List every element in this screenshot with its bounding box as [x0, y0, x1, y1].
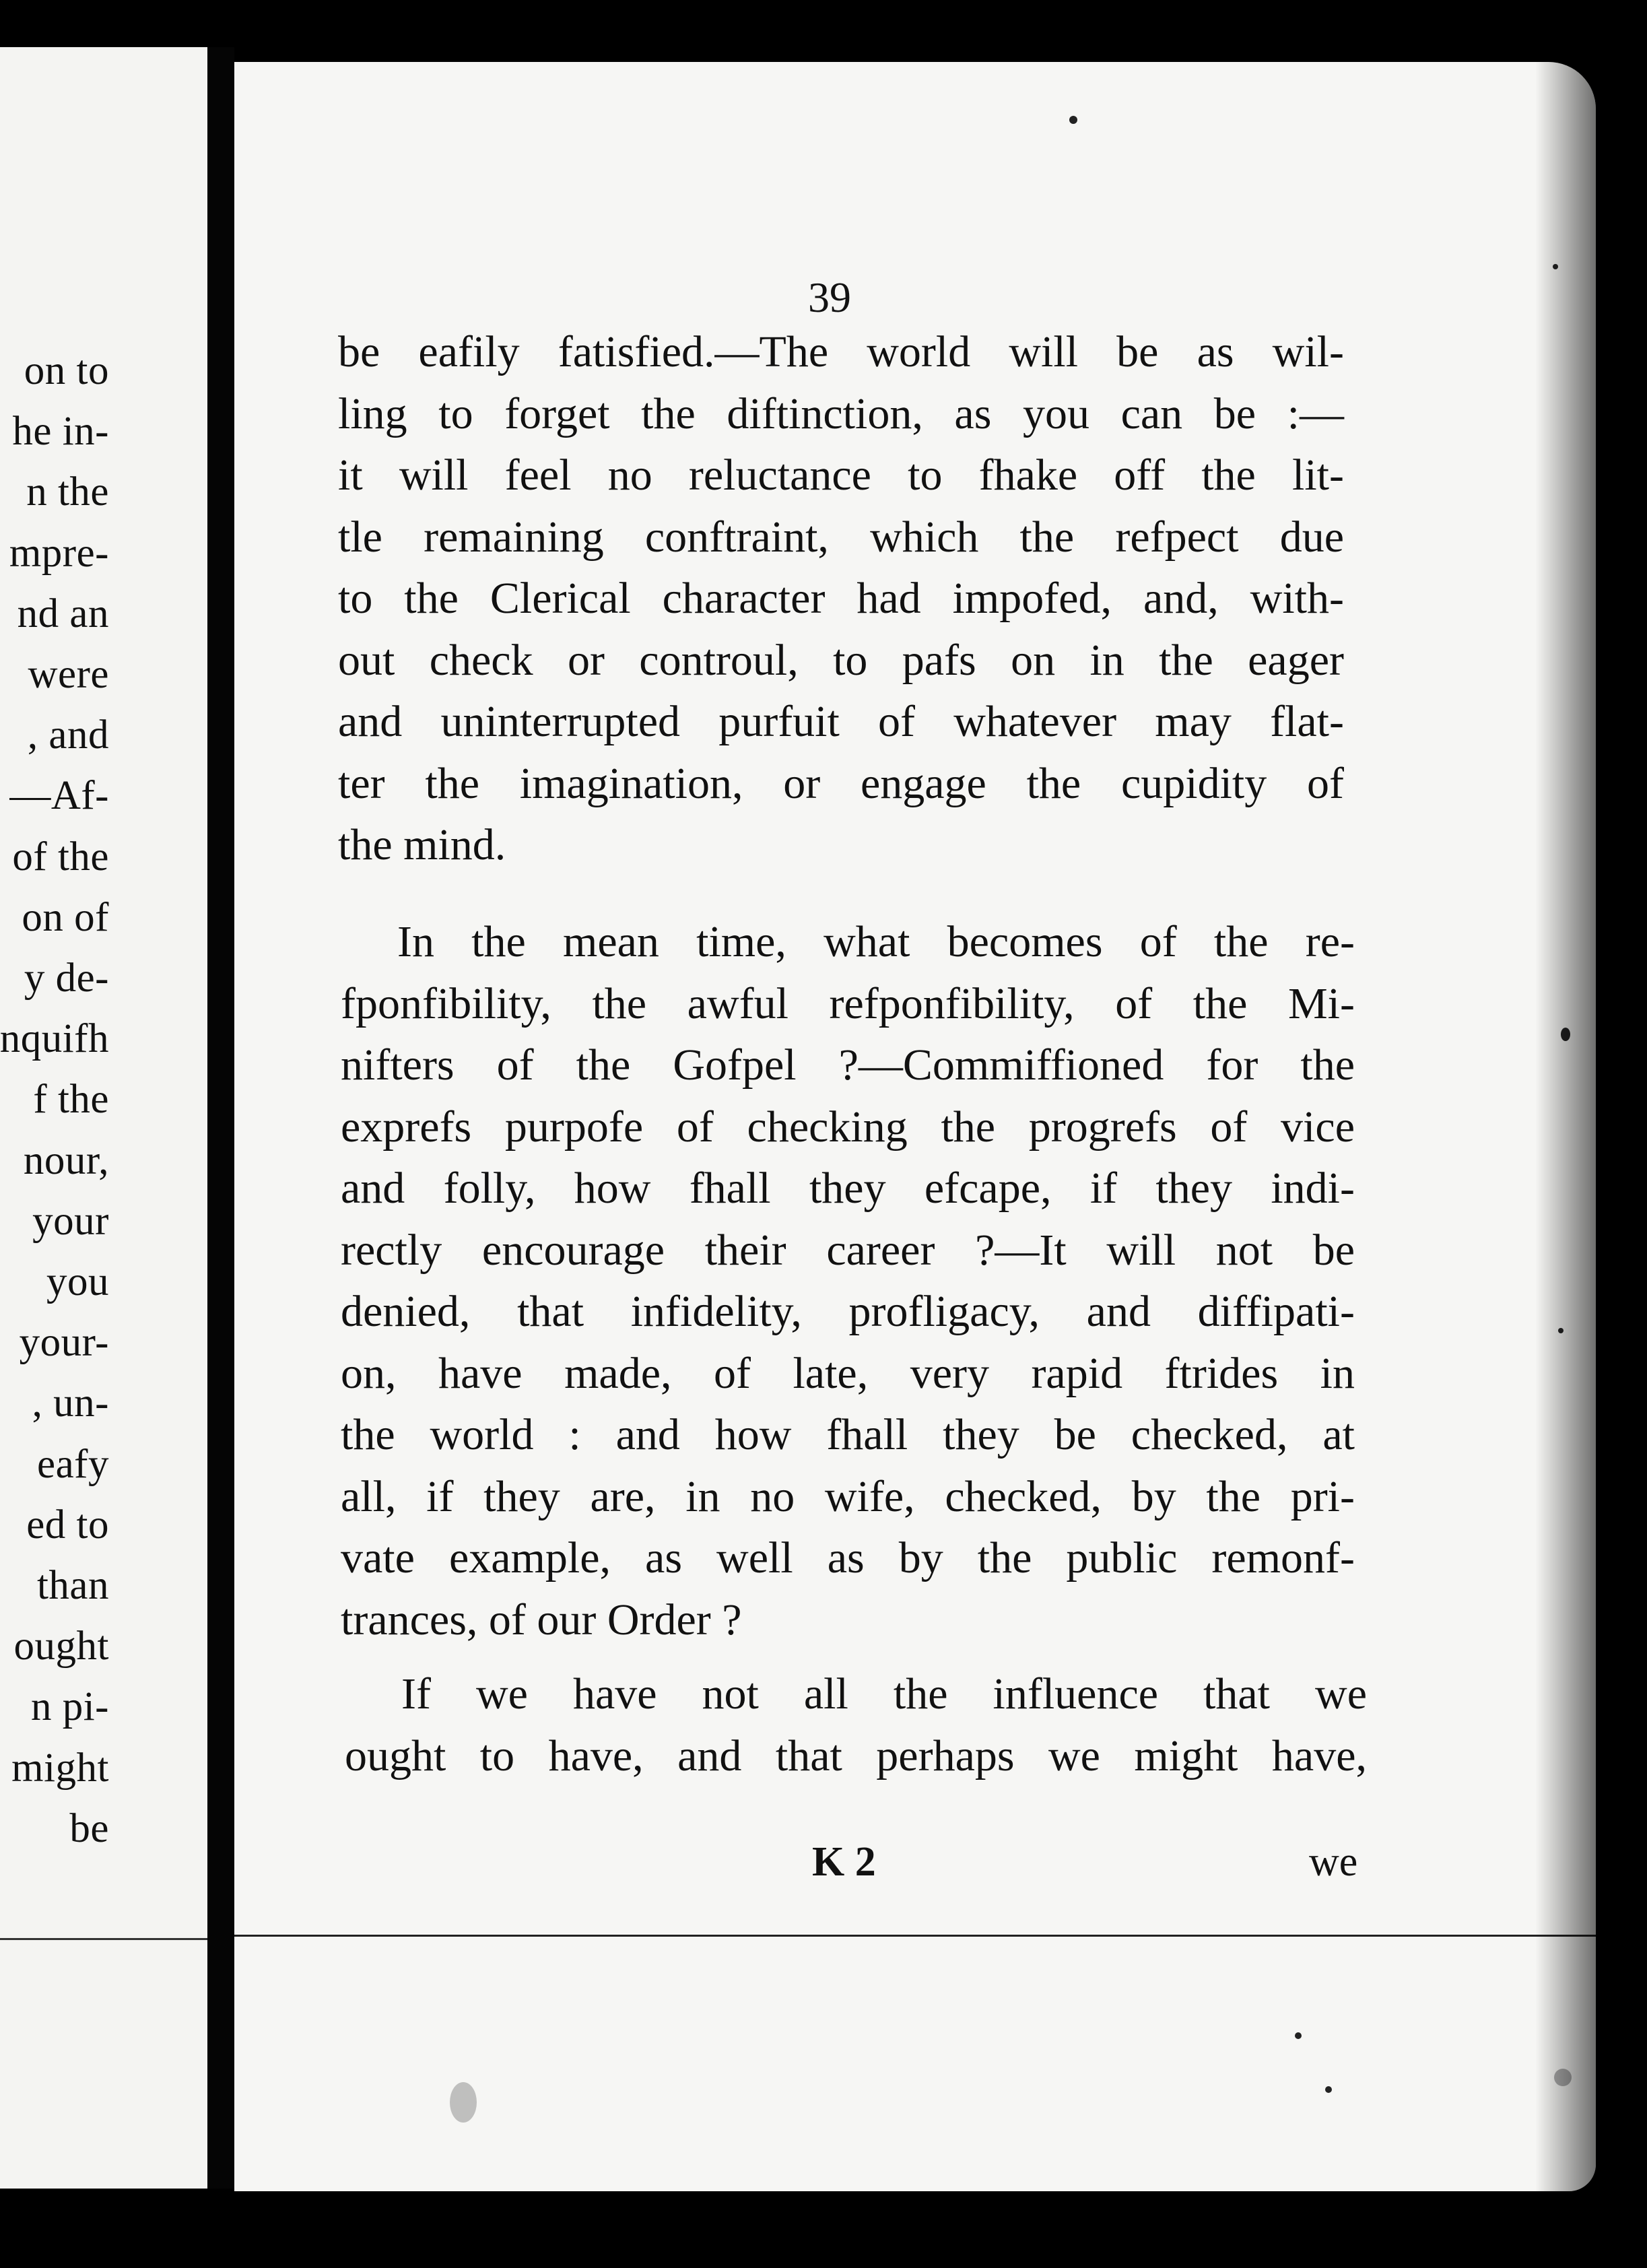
page-number: 39 — [808, 273, 851, 321]
left-page-line-fragment: eafy — [37, 1441, 109, 1487]
left-page-line-fragment: n pi- — [30, 1684, 109, 1730]
body-text-line: the world : and how fhall they be checked, at — [341, 1410, 1355, 1459]
left-page-line-fragment: than — [36, 1563, 109, 1608]
left-page-line-fragment: you — [46, 1259, 109, 1304]
left-page-line-fragment: were — [28, 652, 109, 697]
body-text-line: exprefs purpofe of checking the progrefs of vice — [341, 1102, 1355, 1152]
body-text-line: all, if they are, in no wife, checked, by the pri- — [341, 1471, 1355, 1521]
catchword: we — [1309, 1839, 1358, 1885]
body-text-line: on, have made, of late, very rapid ftrides in — [341, 1348, 1355, 1398]
left-page-line-fragment: nour, — [23, 1137, 109, 1183]
left-facing-page — [0, 47, 207, 2189]
left-page-line-fragment: f the — [33, 1077, 109, 1123]
ink-speck — [1295, 2032, 1302, 2039]
left-page-line-fragment: your- — [19, 1320, 109, 1366]
left-page-line-fragment: he in- — [12, 409, 109, 455]
ink-speck — [450, 2082, 477, 2123]
body-text-line: the mind. — [338, 820, 506, 869]
book-gutter — [207, 47, 234, 2189]
body-text-line: to the Clerical character had impofed, and, with- — [338, 574, 1344, 623]
body-text-line: denied, that infidelity, profligacy, and diffipati- — [341, 1287, 1355, 1336]
body-text-line: and uninterrupted purfuit of whatever may flat- — [338, 697, 1344, 746]
right-page — [234, 62, 1596, 2191]
right-page-bottom-rule — [234, 1935, 1596, 1937]
body-text-line: and folly, how fhall they efcape, if they indi- — [341, 1164, 1355, 1213]
body-text-line: In the mean time, what becomes of the re- — [397, 917, 1355, 966]
left-page-line-fragment: n the — [26, 469, 109, 515]
body-text-line: If we have not all the influence that we — [401, 1669, 1367, 1719]
body-text-line: ter the imagination, or engage the cupidity of — [338, 758, 1344, 808]
left-page-line-fragment: mpre- — [9, 530, 109, 576]
left-page-line-fragment: —Af- — [9, 773, 109, 819]
body-text-line: tle remaining conftraint, which the refpect due — [338, 512, 1344, 562]
left-page-line-fragment: on to — [24, 348, 109, 393]
left-page-line-fragment: y de- — [24, 956, 109, 1001]
body-text-line: vate example, as well as by the public remonf- — [341, 1533, 1355, 1582]
left-page-line-fragment: , un- — [32, 1380, 109, 1426]
page-edge-shadow — [1535, 62, 1596, 2191]
body-text-line: out check or controul, to pafs on in the eager — [338, 635, 1344, 685]
body-text-line: fponfibility, the awful refponfibility, of the Mi- — [341, 978, 1355, 1028]
body-text-line: it will feel no reluctance to fhake off the lit- — [338, 451, 1344, 500]
left-page-line-fragment: ed to — [26, 1502, 109, 1547]
left-page-line-fragment: on of — [22, 894, 109, 940]
left-page-line-fragment: ought — [13, 1624, 109, 1669]
left-page-line-fragment: might — [11, 1745, 109, 1791]
left-page-line-fragment: nquifh — [0, 1016, 109, 1062]
body-text-line: rectly encourage their career ?—It will not be — [341, 1225, 1355, 1275]
left-page-line-fragment: , and — [27, 712, 109, 758]
signature-mark: K 2 — [812, 1839, 876, 1885]
body-text-line: trances, of our Order ? — [341, 1595, 742, 1644]
left-page-bottom-rule — [0, 1938, 207, 1940]
left-page-line-fragment: your — [32, 1198, 109, 1244]
left-page-line-fragment: of the — [12, 834, 109, 879]
left-page-line-fragment: nd an — [17, 591, 109, 636]
left-page-line-fragment: be — [69, 1805, 109, 1851]
body-text-line: ought to have, and that perhaps we might have, — [345, 1731, 1367, 1780]
ink-speck — [1325, 2086, 1332, 2093]
ink-speck — [1069, 116, 1077, 124]
body-text-line: ling to forget the diftinction, as you can be :— — [338, 389, 1344, 438]
body-text-line: be eafily fatisfied.—The world will be as wil- — [338, 327, 1344, 376]
body-text-line: nifters of the Gofpel ?—Commiffioned for the — [341, 1040, 1355, 1090]
